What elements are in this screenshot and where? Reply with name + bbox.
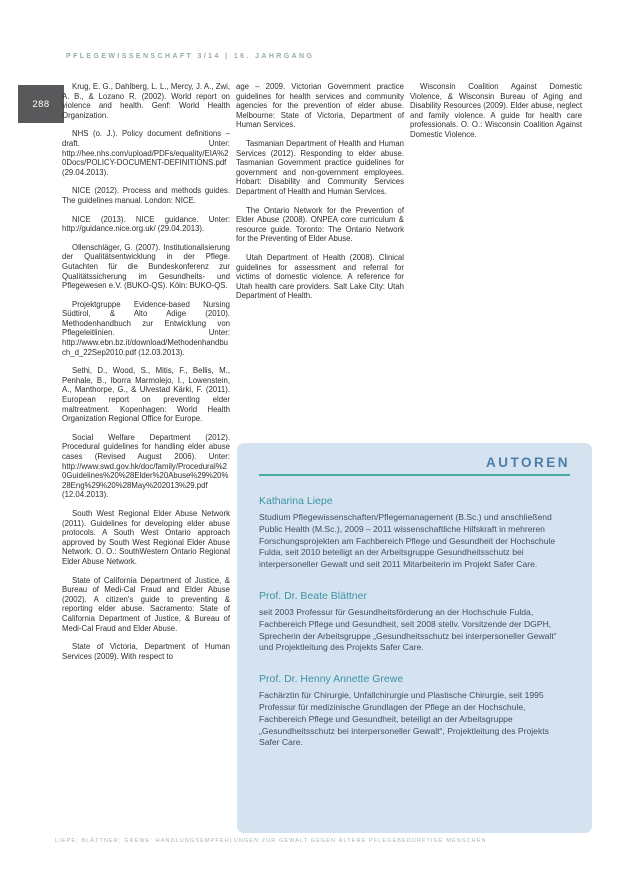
page-number-badge: 288 <box>18 85 64 123</box>
author-bio: Studium Pflegewissenschaften/Pflegemanagement (B.Sc.) und anschließend Public Health (M.Sc.), 2009 – 2011 wissenschaftliche Hilfskraft in mehreren Forschungsprojekten am Fachbereich Pflege und Gesundheit der Hochschule Fulda, seit 2010 beteiligt an der Arbeitsgruppe Gesundheitsschutz bei interpersoneller Gewalt und seit 2011 Mitarbeiterin im Projekt Safer Care. <box>259 512 556 570</box>
references-column-2 <box>236 82 404 310</box>
reference-entry: Wisconsin Coalition Against Domestic Violence, & Wisconsin Bureau of Aging and Disability Resources (2009). Elder abuse, neglect and family violence. A guide for health care professionals. O. O.: Wisconsin Coalition Against Domestic Violence. <box>410 82 582 139</box>
reference-entry: NICE (2013). NICE guidance. Unter: http://guidance.nice.org.uk/ (29.04.2013). <box>62 214 230 234</box>
reference-entry: Sethi, D., Wood, S., Mitis, F., Bellis, M., Penhale, B., Iborra Marmolejo, I., Lowenstein, A., Manthorpe, G., & Ulvestad Kärki, F. (2011). European report on preventing elder maltreatment. Kopenhagen: World Health Organization Regional Office for Europe. <box>62 366 230 424</box>
reference-entry: Ollenschläger, G. (2007). Institutionalisierung der Qualitätsentwicklung in der Pflege. Gutachten für die Bundeskonferenz zur Qualitätssicherung im Gesundheits- und Pflegewesen e.V. (BUKO-QS). Köln: BUKO-QS. <box>62 242 230 291</box>
author-bio: seit 2003 Professur für Gesundheitsförderung an der Hochschule Fulda, Fachbereich Pflege und Gesundheit, seit 2008 stellv. Vorsitzende der DGPH, Sprecherin der Arbeitsgruppe „Gesundheitsschutz bei interpersoneller Gewalt“ und Projektleitung des Projekts Safer Care. <box>259 606 557 653</box>
reference-entry: State of California Department of Justice, & Bureau of Medi-Cal Fraud and Elder Abuse (2002). A citizen's guide to preventing & reporting elder abuse. Sacramento: State of California Department of Justice, & Bureau of Medi-Cal Fraud and Elder Abuse. <box>62 575 230 633</box>
reference-entry: Social Welfare Department (2012). Procedural guidelines for handling elder abuse cases (Revised August 2006). Unter: http://www.swd.gov.hk/doc/family/Procedural%20Guidelines%20%28Elder%20Abuse%29%20%28Eng%29%20%28May%202013%29.pdf (12.04.2013). <box>62 432 230 500</box>
reference-entry: Utah Department of Health (2008). Clinical guidelines for assessment and referral for victims of domestic violence. A reference for Utah health care providers. Salt Lake City: Utah Department of Health. <box>236 252 404 301</box>
reference-entry: South West Regional Elder Abuse Network (2011). Guidelines for developing elder abuse protocols. A South West Ontario approach approved by South West Regional Elder Abuse Network. O. O.: SouthWestern Ontario Regional Elder Abuse Network. <box>62 508 230 566</box>
author-entry <box>259 590 570 654</box>
references-column-3 <box>410 82 582 149</box>
author-entry <box>259 495 570 571</box>
reference-entry: Projektgruppe Evidence-based Nursing Südtirol, & Alto Adige (2010). Methodenhandbuch zur Entwicklung von Pflegeleitlinien. Unter: http://www.ebn.bz.it/download/Methodenhandbuch_d_22Sep2010.pdf (12.03.2013). <box>62 299 230 357</box>
references-column-1 <box>62 82 230 670</box>
authors-box <box>237 443 592 833</box>
author-name: Katharina Liepe <box>259 495 333 507</box>
author-entry <box>259 673 570 749</box>
reference-entry: State of Victoria, Department of Human Services (2009). With respect to <box>62 642 230 661</box>
reference-entry: Tasmanian Department of Health and Human Services (2012). Responding to elder abuse. Tasmanian Government practice guidelines for government and non-government employees. Hobart: Disability and Community Services Department of Health and Human Services. <box>236 138 404 196</box>
reference-entry: age – 2009. Victorian Government practice guidelines for health services and community agencies for the prevention of elder abuse. Melbourne: State of Victoria, Department of Human Services. <box>236 82 404 130</box>
reference-entry: NICE (2012). Process and methods guides. The guidelines manual. London: NICE. <box>62 186 230 205</box>
page-footer: LIEPE; BLÄTTNER; GREWE: HANDLUNGSEMPFEHLUNGEN ZUR GEWALT GEGEN ÄLTERE PFLEGEBEDÜRFTIGE MENSCHEN <box>55 838 487 844</box>
author-name: Prof. Dr. Beate Blättner <box>259 589 367 602</box>
reference-entry: The Ontario Network for the Prevention of Elder Abuse (2008). ONPEA core curriculum & resource guide. Toronto: The Ontario Network for the Preventing of Elder Abuse. <box>236 205 404 244</box>
reference-entry: Krug, E. G., Dahlberg, L. L., Mercy, J. A., Zwi, A. B., & Lozano R. (2002). World report on violence and health. Genf: World Health Organization. <box>62 82 230 120</box>
authors-heading: AUTOREN <box>485 455 570 470</box>
authors-divider <box>259 474 570 476</box>
author-bio: Fachärztin für Chirurgie, Unfallchirurgie und Plastische Chirurgie, seit 1995 Professur für medizinische Grundlagen der Pflege an der Hochschule, Fachbereich Pflege und Gesundheit, beteiligt an der Arbeitsgruppe „Gesundheitsschutz bei interpersoneller Gewalt“, Projektleitung des Projekts Safer Care. <box>259 690 549 748</box>
journal-header: PFLEGEWISSENSCHAFT 3/14 | 16. JAHRGANG <box>66 53 315 60</box>
author-name: Prof. Dr. Henny Annette Grewe <box>259 673 404 686</box>
reference-entry: NHS (o. J.). Policy document definitions – draft. Unter: http://hee.nhs.com/upload/PDFs/equality/EIA%20Docs/POLICY-DOCUMENT-DEFINITIONS.pdf (29.04.2013). <box>62 129 230 177</box>
